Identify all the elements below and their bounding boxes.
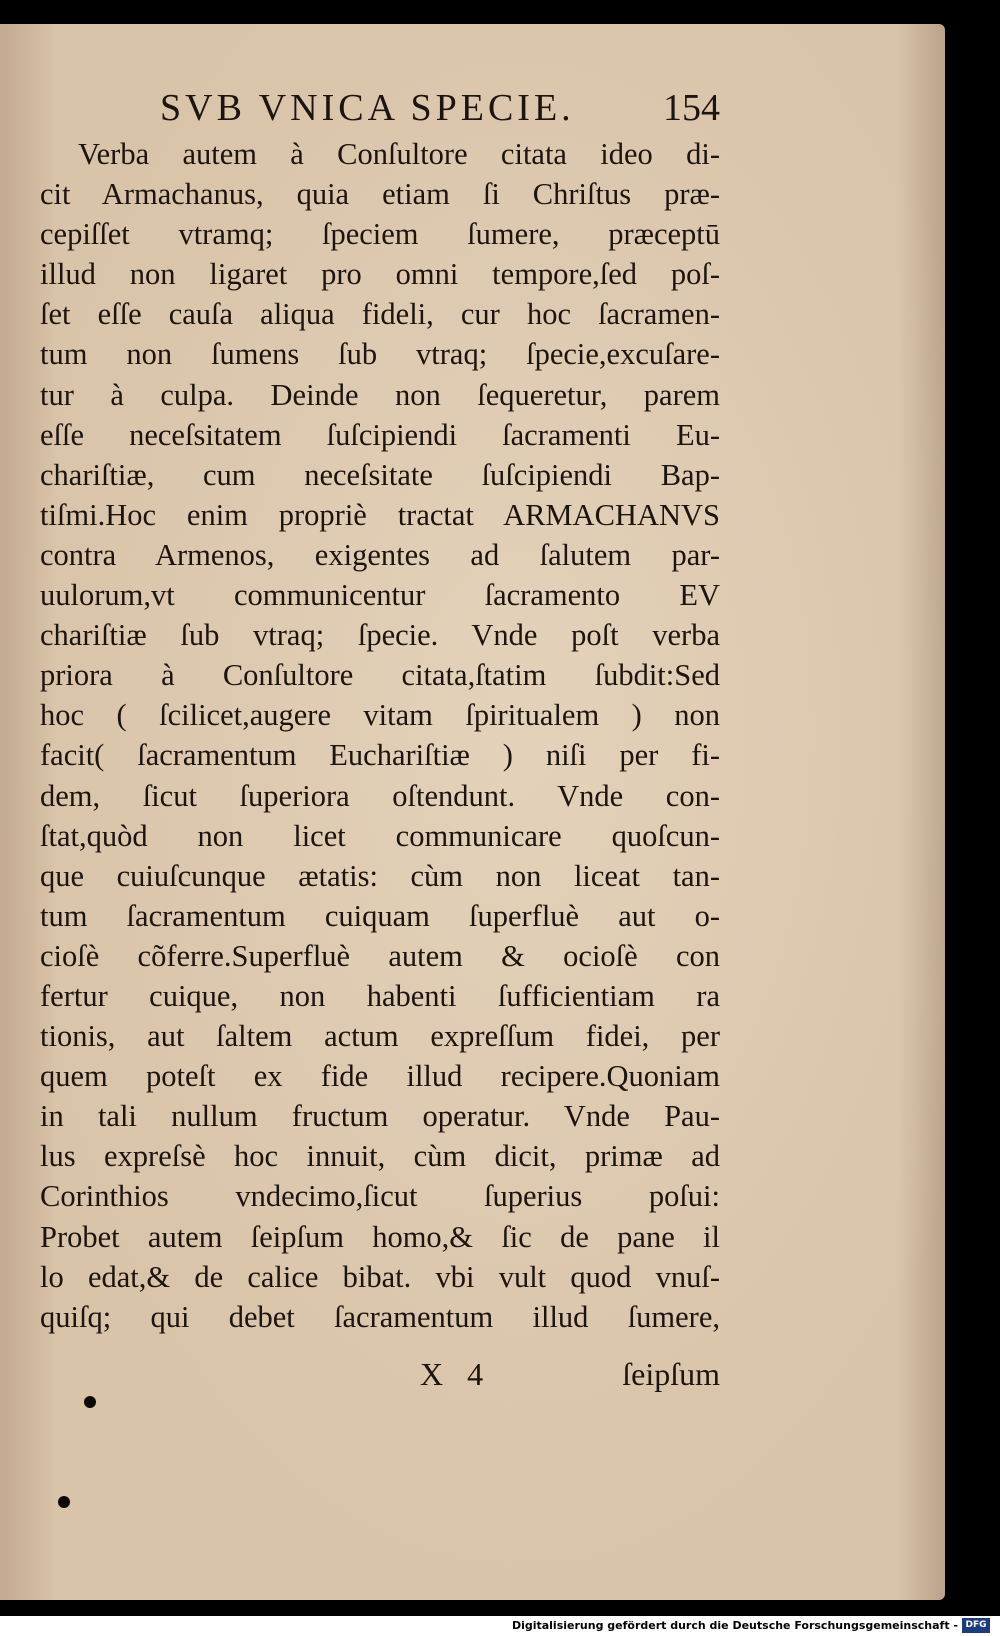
text-line: priora à Conſultore citata,ſtatim ſubdit:Sed xyxy=(40,658,720,693)
text-line: lo edat,& de calice bibat. vbi vult quod vnuſ- xyxy=(40,1259,720,1294)
text-line: cepiſſet vtramq; ſpeciem ſumere, præceptū xyxy=(40,217,720,252)
text-line: dem, ſicut ſuperiora oſtendunt. Vnde con- xyxy=(40,778,720,813)
catchword: ſeipſum xyxy=(622,1356,720,1392)
text-line: hoc ( ſcilicet,augere vitam ſpiritualem ) non xyxy=(40,698,720,733)
text-line: tiſmi.Hoc enim propriè tractat ARMACHANVS xyxy=(40,497,720,532)
text-line: tum non ſumens ſub vtraq; ſpecie,excuſare- xyxy=(40,337,720,372)
running-head-title: SVB VNICA SPECIE. xyxy=(160,87,575,129)
text-line: cit Armachanus, quia etiam ſi Chriſtus præ- xyxy=(40,177,720,212)
text-line: chariſtiæ, cum neceſsitate ſuſcipiendi Bap- xyxy=(40,457,720,492)
text-line: contra Armenos, exigentes ad ſalutem par- xyxy=(40,537,720,572)
text-line: facit( ſacramentum Euchariſtiæ ) niſi per fi- xyxy=(40,738,720,773)
text-line: quem poteſt ex fide illud recipere.Quoniam xyxy=(40,1059,720,1094)
text-line: Probet autem ſeipſum homo,& ſic de pane il xyxy=(40,1219,720,1254)
text-line: cioſè cõferre.Superfluè autem & ocioſè con xyxy=(40,938,720,973)
running-head xyxy=(160,86,720,130)
text-line: Corinthios vndecimo,ſicut ſuperius poſui: xyxy=(40,1179,720,1214)
dfg-logo-icon: DFG xyxy=(962,1618,990,1633)
text-line: tionis, aut ſaltem actum expreſſum fidei, per xyxy=(40,1019,720,1054)
text-line: illud non ligaret pro omni tempore,ſed poſ- xyxy=(40,257,720,292)
text-line: ſtat,quòd non licet communicare quoſcun- xyxy=(40,818,720,853)
text-line: ſet eſſe cauſa aliqua fideli, cur hoc ſacramen- xyxy=(40,297,720,332)
signature-mark: X 4 xyxy=(420,1356,484,1392)
text-line: tum ſacramentum cuiquam ſuperfluè aut o- xyxy=(40,898,720,933)
text-line: chariſtiæ ſub vtraq; ſpecie. Vnde poſt verba xyxy=(40,618,720,653)
footer-bar xyxy=(0,1616,1000,1636)
footer-credit: Digitalisierung gefördert durch die Deutsche Forschungsgemeinschaft - xyxy=(511,1619,958,1632)
text-line: eſſe neceſsitatem ſuſcipiendi ſacramenti Eu- xyxy=(40,417,720,452)
catch-line xyxy=(420,1352,720,1396)
text-line: fertur cuique, non habenti ſufficientiam ra xyxy=(40,978,720,1013)
page-number: 154 xyxy=(663,87,720,129)
text-line: tur à culpa. Deinde non ſequeretur, parem xyxy=(40,377,720,412)
ink-dot xyxy=(58,1496,70,1508)
text-line: Verba autem à Conſultore citata ideo di- xyxy=(78,137,720,171)
ink-dot xyxy=(84,1396,96,1408)
text-line: quiſq; qui debet ſacramentum illud ſumere, xyxy=(40,1299,720,1334)
body-text xyxy=(40,134,720,1337)
text-line: que cuiuſcunque ætatis: cùm non liceat tan- xyxy=(40,858,720,893)
text-line: uulorum,vt communicentur ſacramento EV xyxy=(40,578,720,613)
text-line: in tali nullum fructum operatur. Vnde Pau- xyxy=(40,1099,720,1134)
text-line: lus expreſsè hoc innuit, cùm dicit, primæ ad xyxy=(40,1139,720,1174)
